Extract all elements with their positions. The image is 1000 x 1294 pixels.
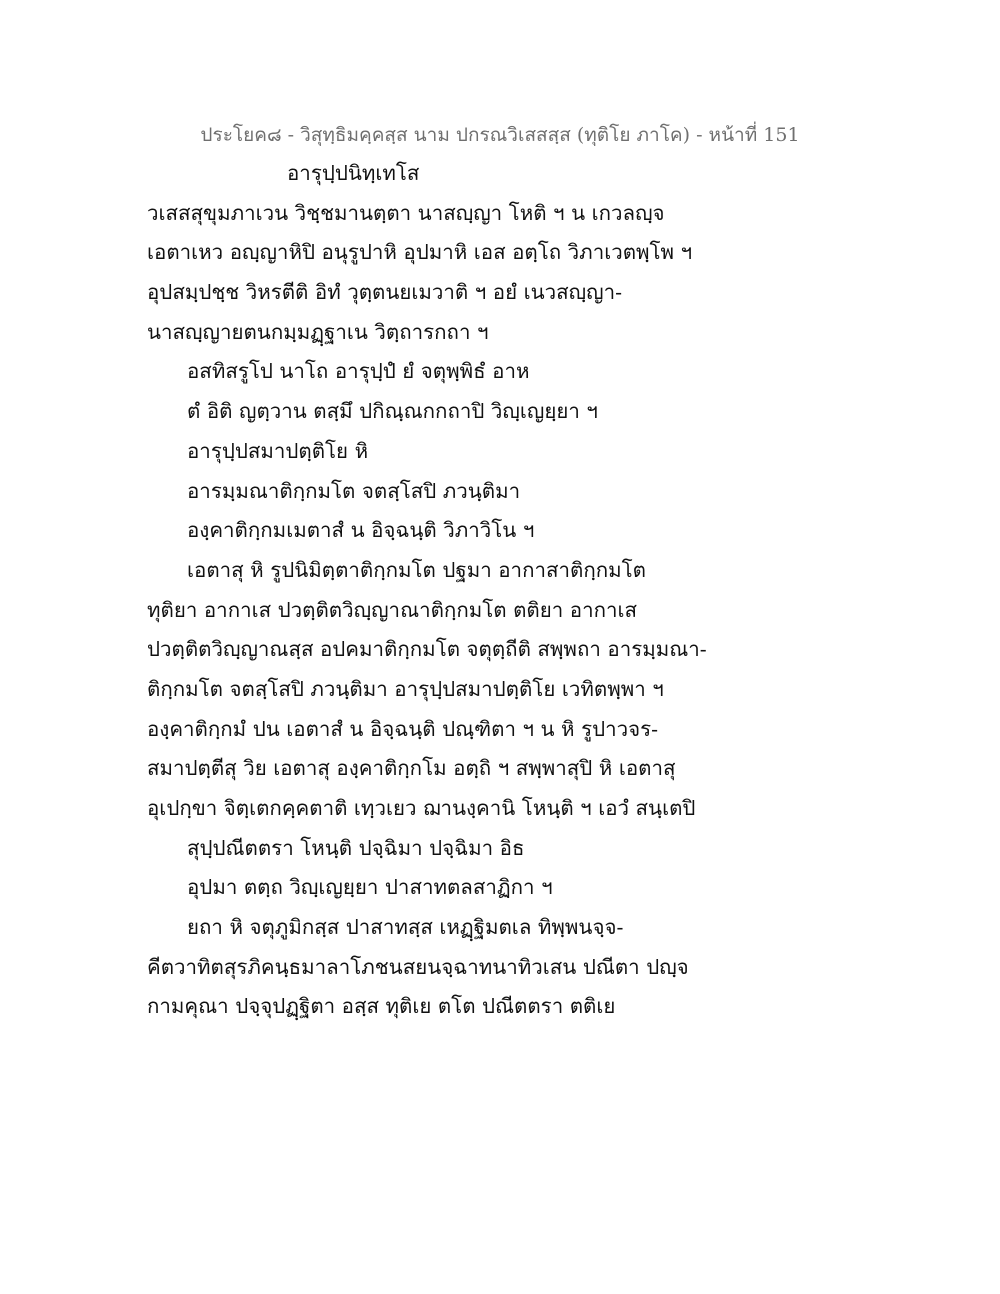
verse-line: อสทิสรูโป นาโถ อารุปฺปํ ยํ จตุพฺพิธํ อาห (187, 359, 530, 384)
text-line: ยถา หิ จตุภูมิกสฺส ปาสาทสฺส เหฏฺฐิมตเล ทิพฺพนจฺจ- (187, 915, 624, 940)
text-line: วเสสสุขุมภาเวน วิชฺชมานตฺตา นาสญฺญา โหติ ฯ น เกวลญฺจ (147, 200, 665, 225)
verse-line: ตํ อิติ ญตฺวาน ตสฺมึ ปกิณฺณกกถาปิ วิญฺเญยฺยา ฯ (187, 399, 598, 424)
verse-line: องฺคาติกฺกมเมตาสํ น อิจฺฉนฺติ วิภาวิโน ฯ (187, 518, 535, 543)
text-line: ปวตฺติตวิญฺญาณสฺส อปคมาติกฺกมโต จตุตฺถีติ สพฺพถา อารมฺมณา- (147, 637, 707, 662)
verse-line: อารมฺมณาติกฺกมโต จตสฺโสปิ ภวนฺติมา (187, 478, 521, 503)
text-line: ทุติยา อากาเส ปวตฺติตวิญฺญาณาติกฺกมโต ตติยา อากาเส (147, 597, 638, 622)
verse-line: อุปมา ตตฺถ วิญฺเญยฺยา ปาสาทตลสาฏิกา ฯ (187, 875, 553, 900)
running-header: ประโยค๘ - วิสุทฺธิมคฺคสฺส นาม ปกรณวิเสสสฺส (ทุติโย ภาโค) - หน้าที่ 151 (200, 124, 800, 146)
text-line: อุปสมฺปชฺช วิหรตีติ อิทํ วุตฺตนยเมวาติ ฯ อยํ เนวสญฺญา- (147, 280, 623, 305)
text-line: คีตวาทิตสุรภิคนฺธมาลาโภชนสยนจฺฉาทนาทิวเสน ปณีตา ปญฺจ (147, 954, 689, 979)
text-line: อุเปกฺขา จิตฺเตกคฺคตาติ เทฺวเยว ฌานงฺคานิ โหนฺติ ฯ เอวํ สนฺเตปิ (147, 796, 696, 820)
verse-line: สุปฺปณีตตรา โหนฺติ ปจฺฉิมา ปจฺฉิมา อิธ (187, 835, 525, 860)
text-line: ติกฺกมโต จตสฺโสปิ ภวนฺติมา อารุปฺปสมาปตฺติโย เวทิตพฺพา ฯ (147, 676, 664, 701)
text-line: นาสญฺญายตนกมฺมฏฺฐาเน วิตฺถารกถา ฯ (147, 319, 489, 344)
text-line: เอตาสุ หิ รูปนิมิตฺตาติกฺกมโต ปฐมา อากาสาติกฺกมโต (187, 557, 646, 582)
section-title: อารุปฺปนิทฺเทโส (287, 161, 420, 185)
text-line: เอตาเหว อญฺญาหิปิ อนุรูปาหิ อุปมาหิ เอส อตฺโถ วิภาเวตพฺโพ ฯ (147, 240, 693, 265)
body-text (147, 154, 867, 1027)
text-line: สมาปตฺตีสุ วิย เอตาสุ องฺคาติกฺกโม อตฺถิ ฯ สพฺพาสุปิ หิ เอตาสุ (147, 756, 676, 781)
text-line: กามคุณา ปจฺจุปฏฺฐิตา อสฺส ทุติเย ตโต ปณีตตรา ตติเย (147, 994, 616, 1019)
text-line: อารุปฺปสมาปตฺติโย หิ (187, 438, 369, 463)
text-line: องฺคาติกฺกมํ ปน เอตาสํ น อิจฺฉนฺติ ปณฺฑิตา ฯ น หิ รูปาวจร- (147, 716, 659, 741)
